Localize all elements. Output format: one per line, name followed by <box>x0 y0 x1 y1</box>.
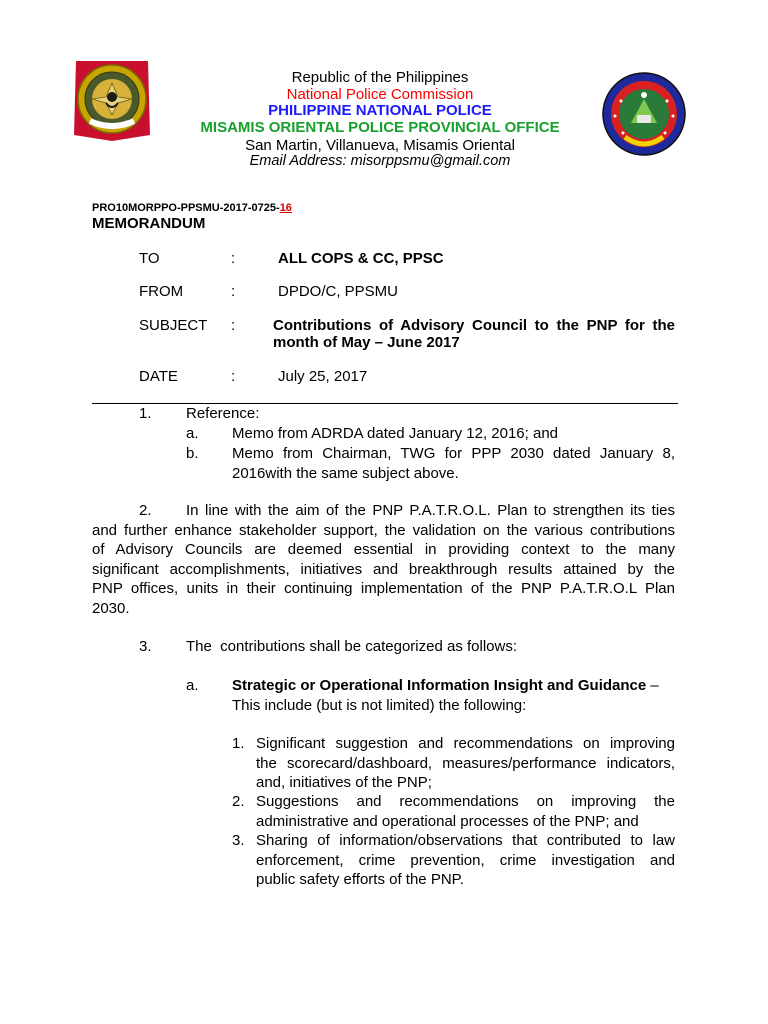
para1-a-text: Memo from ADRDA dated January 12, 2016; and <box>232 425 559 442</box>
subject-label: SUBJECT <box>139 317 208 334</box>
para3-a-label: a. <box>186 677 199 694</box>
item-2-line-1: Suggestions and recommendations on improving the <box>256 793 675 810</box>
item-1-line-1: Significant suggestion and recommendations on improving <box>256 735 675 752</box>
para2-line-6: 2030. <box>92 599 130 617</box>
header-divider <box>92 403 678 404</box>
item-1-line-3: and, initiatives of the PNP; <box>256 774 432 792</box>
to-value: ALL COPS & CC, PPSC <box>278 250 444 267</box>
para2-line-3: of Advisory Councils are deemed essential in providing context to the many <box>92 541 675 559</box>
para1-b-line-1: Memo from Chairman, TWG for PPP 2030 dated January 8, <box>232 445 675 462</box>
header-republic: Republic of the Philippines <box>291 69 469 86</box>
header-napolcom: National Police Commission <box>286 86 474 103</box>
pnp-seal-logo <box>68 55 156 143</box>
para2-number: 2. <box>139 502 152 519</box>
item-2-line-2: administrative and operational processes of the PNP; and <box>256 812 639 830</box>
para1-b-label: b. <box>186 445 199 462</box>
header-email: Email Address: misorppsmu@gmail.com <box>249 153 511 169</box>
para3-a-line-1 <box>232 676 675 696</box>
para3-a-heading: Strategic or Operational Information Insight and Guidance <box>232 677 647 694</box>
reference-code-suffix: 16 <box>279 202 292 214</box>
header-address: San Martin, Villanueva, Misamis Oriental <box>245 137 515 154</box>
item-2-text <box>256 792 675 831</box>
reference-code-prefix: PRO10MORPPO-PPSMU-2017-0725- <box>92 202 280 214</box>
misamis-oriental-ppo-logo <box>601 71 687 157</box>
para2-line-5: PNP offices, units in their continuing implementation of the PNP P.A.T.R.O.L Plan <box>92 580 675 598</box>
para2-line-2: and further enhance stakeholder support, the validation on the various contributions <box>92 521 675 539</box>
header-office: MISAMIS ORIENTAL POLICE PROVINCIAL OFFICE <box>200 119 560 136</box>
item-3-number: 3. <box>232 832 245 849</box>
item-1-text <box>256 734 675 793</box>
para2-body <box>92 501 675 619</box>
para2-line-4: significant accomplishments, initiatives and breakthrough results attained by the <box>92 560 675 578</box>
item-3-line-2: enforcement, crime prevention, crime investigation and <box>256 851 675 869</box>
item-1-line-2: the scorecard/dashboard, measures/performance indicators, <box>256 754 675 772</box>
from-value: DPDO/C, PPSMU <box>278 283 399 300</box>
para3-a-dash: – <box>646 677 659 694</box>
para1-title: Reference: <box>186 405 260 422</box>
para3-a-line-2: This include (but is not limited) the following: <box>232 696 527 714</box>
para1-b-line-2: 2016with the same subject above. <box>232 464 459 482</box>
from-colon: : <box>231 283 236 300</box>
item-2-number: 2. <box>232 793 245 810</box>
subject-value <box>273 317 675 351</box>
item-3-line-1: Sharing of information/observations that contributed to law <box>256 832 675 849</box>
item-1-number: 1. <box>232 735 245 752</box>
header-pnp: PHILIPPINE NATIONAL POLICE <box>268 102 492 119</box>
date-label: DATE <box>139 368 178 385</box>
reference-code <box>92 202 292 214</box>
para3-a-body <box>232 676 675 715</box>
to-label: TO <box>139 250 160 267</box>
item-3-line-3: public safety efforts of the PNP. <box>256 871 464 889</box>
subject-line-2: month of May – June 2017 <box>273 334 460 351</box>
para1-a-label: a. <box>186 425 199 442</box>
para3-number: 3. <box>139 638 152 655</box>
from-label: FROM <box>139 283 184 300</box>
date-colon: : <box>231 368 236 385</box>
item-3-text <box>256 831 675 890</box>
subject-colon: : <box>231 317 236 334</box>
para1-number: 1. <box>139 405 152 422</box>
para2-line-1: In line with the aim of the PNP P.A.T.R.O.L. Plan to strengthen its ties <box>186 502 675 519</box>
subject-line-1: Contributions of Advisory Council to the PNP for the <box>273 317 675 334</box>
memorandum-title: MEMORANDUM <box>92 215 206 232</box>
para1-b-text <box>232 444 675 483</box>
para3-text: The contributions shall be categorized as follows: <box>186 638 518 655</box>
date-value: July 25, 2017 <box>278 368 368 385</box>
to-colon: : <box>231 250 236 267</box>
